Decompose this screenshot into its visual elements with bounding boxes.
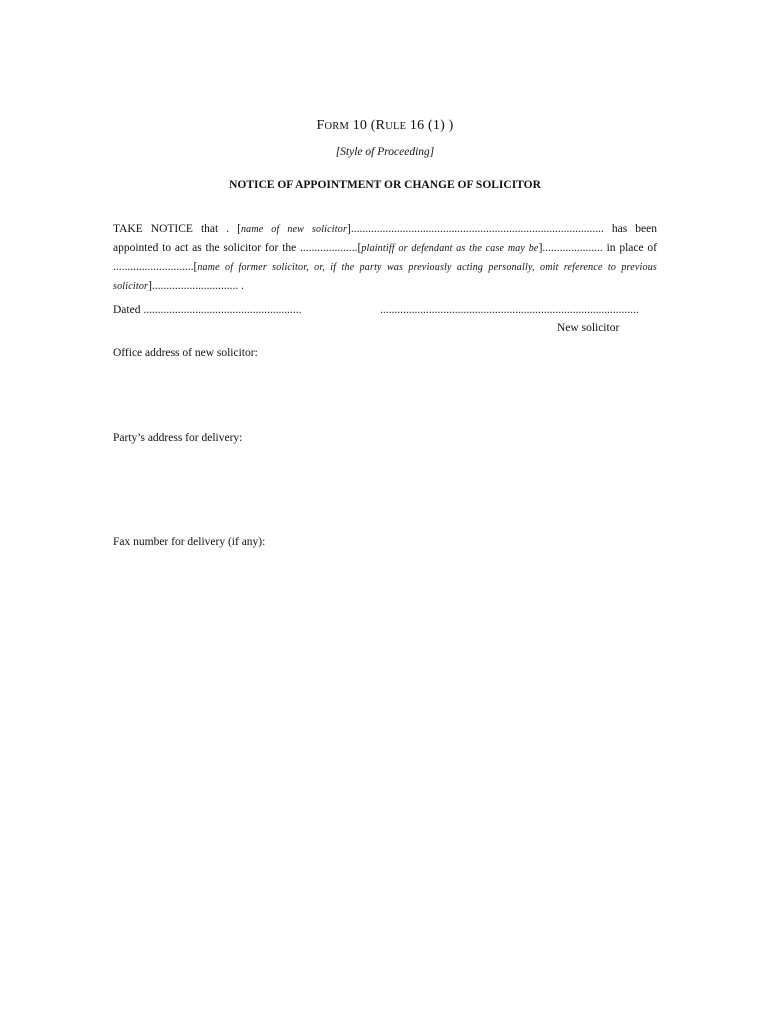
style-of-proceeding: [Style of Proceeding] (335, 146, 435, 158)
notice-paragraph (113, 220, 657, 296)
notice-placeholder: name of former solicitor, or, if the party was previously acting personally, omit reference to previous solicitor (113, 262, 657, 292)
form-title-part: ULE (385, 121, 407, 132)
notice-placeholder: plaintiff or defendant as the case may be (361, 243, 539, 254)
signature-label: New solicitor (557, 322, 620, 334)
notice-placeholder: name of new solicitor (240, 224, 348, 235)
office-address-label: Office address of new solicitor: (113, 347, 258, 359)
notice-text: ]..................... in place of ............................[ (113, 242, 657, 273)
notice-text: ]........................................................................................ has been appointed to act as the solicitor for the ....................[ (113, 223, 657, 254)
notice-text: TAKE NOTICE that . [ (113, 223, 241, 235)
signature-line: .......................................................................................... (380, 304, 639, 316)
notice-text: ].............................. . (148, 280, 244, 292)
form-title (0, 118, 770, 134)
dated-line: Dated ....................................................... (113, 304, 302, 316)
form-title-part: 10 ( (349, 118, 376, 133)
notice-heading: NOTICE OF APPOINTMENT OR CHANGE OF SOLICITOR (229, 179, 541, 191)
form-title-part: F (316, 118, 325, 133)
form-title-part: R (375, 118, 386, 133)
form-title-part: 16 (1) ) (406, 118, 454, 133)
form-title-part: ORM (324, 121, 349, 132)
party-address-label: Party’s address for delivery: (113, 432, 243, 444)
fax-number-label: Fax number for delivery (if any): (113, 536, 266, 548)
